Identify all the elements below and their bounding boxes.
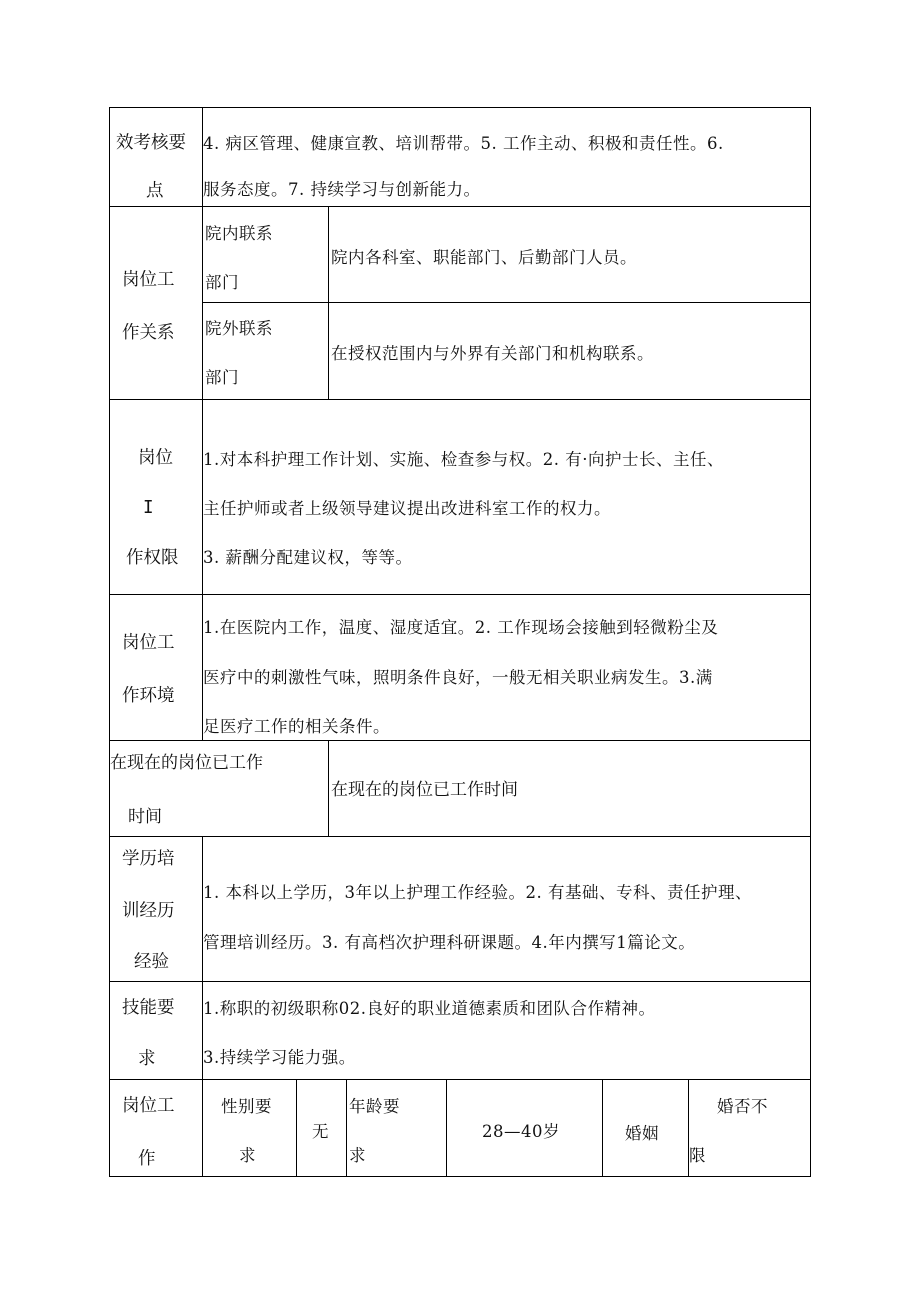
job-description-table — [109, 107, 811, 1177]
authority-content: 1.对本科护理工作计划、实施、检查参与权。2. 有·向护士长、主任、 主任护师或者上级领导建议提出改进科室工作的权力。 3. 薪酬分配建议权，等等。 — [202, 399, 810, 594]
gender-requirement-label: 性别要 求 — [202, 1079, 296, 1176]
external-contact-label: 院外联系 部门 — [202, 302, 328, 399]
skills-label: 技能要 求 — [110, 981, 202, 1079]
age-requirement-label: 年龄要 求 — [346, 1079, 446, 1176]
tenure-value: 在现在的岗位已工作时间 — [328, 740, 810, 836]
assessment-label: 效考核要 点 — [116, 133, 186, 201]
education-content: 1. 本科以上学历，3年以上护理工作经验。2. 有基础、专科、责任护理、 管理培训经历。3. 有高档次护理科研课题。4.年内撰写1篇论文。 — [202, 836, 810, 981]
age-requirement-value: 28—40岁 — [446, 1079, 602, 1176]
environment-label: 岗位工 作环境 — [110, 594, 202, 740]
relations-label: 岗位工 作关系 — [110, 206, 202, 399]
requirements-label: 岗位工 作 — [110, 1079, 202, 1176]
internal-contact-label: 院内联系 部门 — [202, 206, 328, 302]
gender-requirement-value: 无 — [296, 1079, 346, 1176]
skills-content: 1.称职的初级职称02.良好的职业道德素质和团队合作精神。 3.持续学习能力强。 — [202, 981, 810, 1079]
education-label: 学历培 训经历 经验 — [110, 836, 202, 981]
internal-contact-value: 院内各科室、职能部门、后勤部门人员。 — [328, 206, 810, 302]
external-contact-value: 在授权范围内与外界有关部门和机构联系。 — [328, 302, 810, 399]
tenure-label: 在现在的岗位已工作 时间 — [110, 740, 328, 836]
environment-content: 1.在医院内工作，温度、湿度适宜。2. 工作现场会接触到轻微粉尘及 医疗中的刺激性气味，照明条件良好，一般无相关职业病发生。3.满 足医疗工作的相关条件。 — [202, 594, 810, 740]
marriage-requirement-label: 婚姻 — [602, 1079, 688, 1176]
authority-label: 岗位 I 作权限 — [110, 399, 202, 594]
assessment-content: 4. 病区管理、健康宣教、培训帮带。5. 工作主动、积极和责任性。6. 服务态度。7. 持续学习与创新能力。 — [202, 108, 810, 206]
marriage-requirement-value: 婚否不 限 — [688, 1079, 810, 1176]
